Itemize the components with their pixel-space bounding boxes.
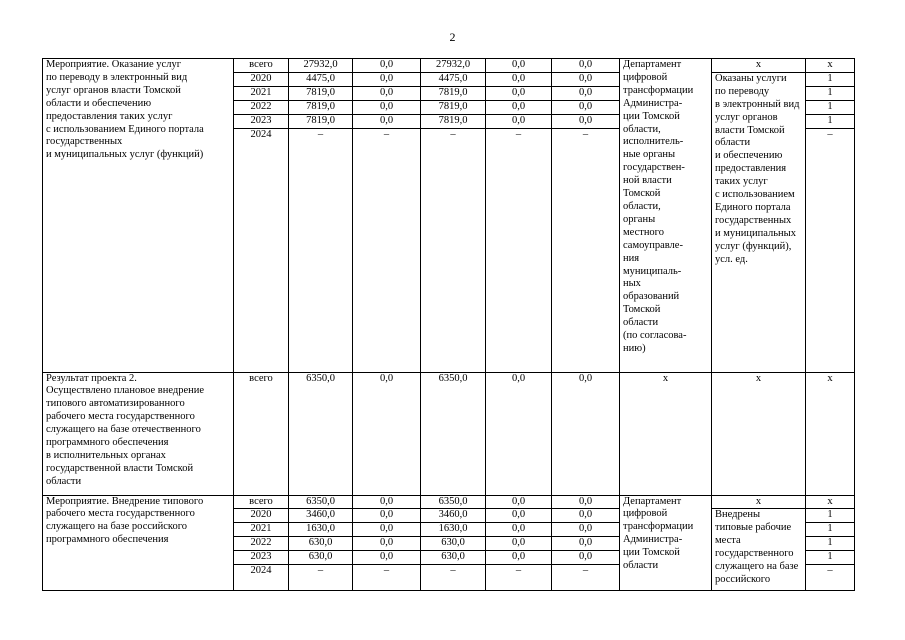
value-cell: 0,0 bbox=[353, 86, 421, 100]
value-cell: – bbox=[552, 565, 620, 591]
value-cell: 6350,0 bbox=[421, 495, 486, 509]
value-cell: 0,0 bbox=[353, 72, 421, 86]
value-cell: 0,0 bbox=[552, 86, 620, 100]
value-cell: 0,0 bbox=[552, 537, 620, 551]
value-cell: – bbox=[289, 565, 353, 591]
value-cell: 3460,0 bbox=[289, 509, 353, 523]
indicator-value-cell: 1 bbox=[806, 86, 855, 100]
year-cell: 2022 bbox=[234, 537, 289, 551]
value-cell: 630,0 bbox=[421, 537, 486, 551]
indicator-head-cell: х bbox=[712, 495, 806, 509]
executor-cell: Департамент цифровой трансформации Администра- ции Томской области, исполнитель- ные органы государствен- ной власти Томской области, органы местного самоуправле- ния муниципаль- ных образований Томской области (по согласова- нию) bbox=[620, 59, 712, 373]
value-cell: 0,0 bbox=[486, 495, 552, 509]
value-cell: 0,0 bbox=[486, 86, 552, 100]
value-cell: 0,0 bbox=[353, 495, 421, 509]
value-cell: 0,0 bbox=[552, 509, 620, 523]
value-cell: 630,0 bbox=[421, 551, 486, 565]
value-cell: 6350,0 bbox=[421, 372, 486, 495]
indicator-value-cell: 1 bbox=[806, 523, 855, 537]
value-cell: – bbox=[486, 128, 552, 372]
value-cell: 27932,0 bbox=[421, 59, 486, 73]
indicator-description: Оказаны услуги по переводу в электронный вид услуг органов власти Томской области и обеспечению предоставления таких услуг с использованием Единого портала государственных и муниципальных услуг (функций), усл. ед. bbox=[712, 72, 806, 372]
year-cell: 2024 bbox=[234, 565, 289, 591]
value-cell: – bbox=[486, 565, 552, 591]
value-cell: 630,0 bbox=[289, 551, 353, 565]
value-cell: 7819,0 bbox=[289, 114, 353, 128]
value-cell: 0,0 bbox=[353, 537, 421, 551]
year-cell: всего bbox=[234, 495, 289, 509]
value-cell: 7819,0 bbox=[289, 86, 353, 100]
value-cell: 7819,0 bbox=[421, 100, 486, 114]
executor-cell: Департамент цифровой трансформации Администра- ции Томской области bbox=[620, 495, 712, 591]
value-cell: 1630,0 bbox=[421, 523, 486, 537]
value-cell: 0,0 bbox=[486, 551, 552, 565]
value-cell: 0,0 bbox=[552, 72, 620, 86]
value-cell: 0,0 bbox=[353, 551, 421, 565]
indicator-value-cell: 1 bbox=[806, 100, 855, 114]
value-cell: – bbox=[552, 128, 620, 372]
value-cell: 0,0 bbox=[353, 100, 421, 114]
value-cell: 0,0 bbox=[353, 114, 421, 128]
value-cell: 0,0 bbox=[552, 59, 620, 73]
value-cell: 7819,0 bbox=[421, 86, 486, 100]
year-cell: 2022 bbox=[234, 100, 289, 114]
value-cell: 0,0 bbox=[552, 495, 620, 509]
value-cell: – bbox=[421, 128, 486, 372]
value-cell: 0,0 bbox=[486, 509, 552, 523]
value-cell: 0,0 bbox=[552, 523, 620, 537]
table-row bbox=[43, 495, 855, 509]
indicator-value-cell: х bbox=[806, 372, 855, 495]
indicator-description: Внедрены типовые рабочие места государственного служащего на базе российского bbox=[712, 509, 806, 591]
value-cell: 0,0 bbox=[552, 100, 620, 114]
value-cell: 0,0 bbox=[552, 372, 620, 495]
value-cell: – bbox=[353, 128, 421, 372]
indicator-value-cell: 1 bbox=[806, 509, 855, 523]
value-cell: 0,0 bbox=[486, 523, 552, 537]
value-cell: – bbox=[353, 565, 421, 591]
year-cell: всего bbox=[234, 59, 289, 73]
indicator-value-cell: 1 bbox=[806, 551, 855, 565]
value-cell: 0,0 bbox=[486, 59, 552, 73]
year-cell: 2023 bbox=[234, 114, 289, 128]
value-cell: – bbox=[421, 565, 486, 591]
value-cell: 0,0 bbox=[486, 372, 552, 495]
value-cell: 0,0 bbox=[353, 523, 421, 537]
indicator-description: х bbox=[712, 372, 806, 495]
year-cell: 2021 bbox=[234, 523, 289, 537]
program-table bbox=[42, 58, 855, 591]
indicator-head-cell: х bbox=[712, 59, 806, 73]
year-cell: всего bbox=[234, 372, 289, 495]
value-cell: 630,0 bbox=[289, 537, 353, 551]
indicator-value-cell: 1 bbox=[806, 72, 855, 86]
value-cell: 3460,0 bbox=[421, 509, 486, 523]
page-number: 2 bbox=[449, 30, 456, 44]
value-cell: – bbox=[289, 128, 353, 372]
year-cell: 2020 bbox=[234, 509, 289, 523]
value-cell: 0,0 bbox=[486, 72, 552, 86]
indicator-value-cell: х bbox=[806, 59, 855, 73]
result-description: Результат проекта 2. Осуществлено плановое внедрение типового автоматизированного рабочего места государственного служащего на базе отечественного программного обеспечения в исполнительных органах государственной власти Томской области bbox=[43, 372, 234, 495]
value-cell: 4475,0 bbox=[421, 72, 486, 86]
value-cell: 7819,0 bbox=[289, 100, 353, 114]
year-cell: 2020 bbox=[234, 72, 289, 86]
indicator-value-cell: – bbox=[806, 128, 855, 372]
activity-description: Мероприятие. Оказание услуг по переводу в электронный вид услуг органов власти Томской области и обеспечению предоставления таких услуг с использованием Единого портала государственных и муниципальных услуг (функций) bbox=[43, 59, 234, 373]
value-cell: 4475,0 bbox=[289, 72, 353, 86]
indicator-value-cell: 1 bbox=[806, 537, 855, 551]
value-cell: 0,0 bbox=[486, 100, 552, 114]
value-cell: 6350,0 bbox=[289, 372, 353, 495]
table-row bbox=[43, 59, 855, 73]
value-cell: 7819,0 bbox=[421, 114, 486, 128]
value-cell: 27932,0 bbox=[289, 59, 353, 73]
value-cell: 0,0 bbox=[353, 372, 421, 495]
value-cell: 6350,0 bbox=[289, 495, 353, 509]
table-row bbox=[43, 372, 855, 495]
value-cell: 0,0 bbox=[353, 509, 421, 523]
indicator-value-cell: х bbox=[806, 495, 855, 509]
activity-description: Мероприятие. Внедрение типового рабочего места государственного служащего на базе российского программного обеспечения bbox=[43, 495, 234, 591]
value-cell: 0,0 bbox=[552, 551, 620, 565]
indicator-value-cell: 1 bbox=[806, 114, 855, 128]
year-cell: 2024 bbox=[234, 128, 289, 372]
value-cell: 0,0 bbox=[486, 114, 552, 128]
year-cell: 2023 bbox=[234, 551, 289, 565]
value-cell: 1630,0 bbox=[289, 523, 353, 537]
value-cell: 0,0 bbox=[353, 59, 421, 73]
executor-cell: х bbox=[620, 372, 712, 495]
value-cell: 0,0 bbox=[552, 114, 620, 128]
value-cell: 0,0 bbox=[486, 537, 552, 551]
year-cell: 2021 bbox=[234, 86, 289, 100]
indicator-value-cell: – bbox=[806, 565, 855, 591]
